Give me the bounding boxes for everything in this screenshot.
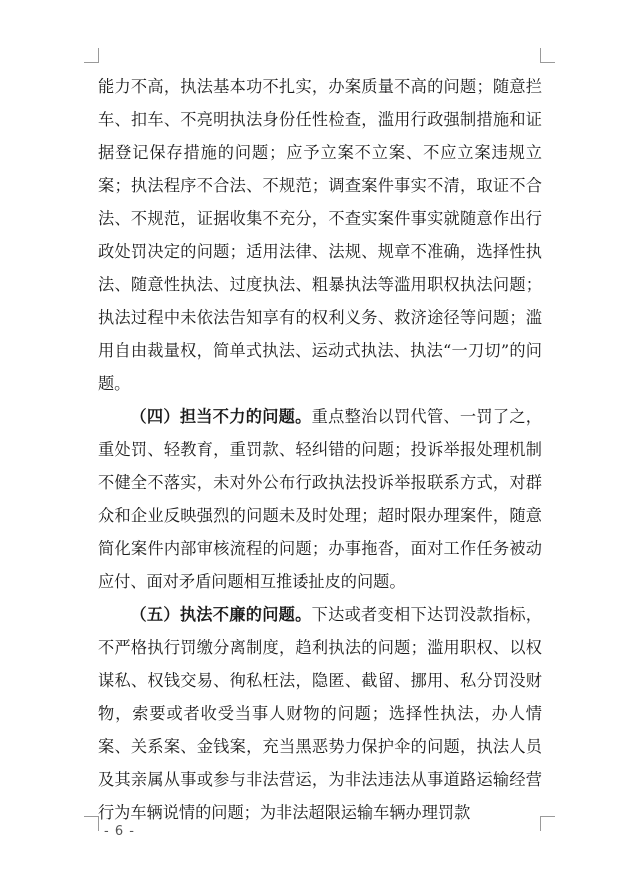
page-number: - 6 - <box>104 824 135 839</box>
crop-mark-top-right <box>540 48 555 63</box>
paragraph-section-four <box>98 400 542 598</box>
section-heading: （五）执法不廉的问题。 <box>130 605 312 624</box>
document-body <box>98 70 542 829</box>
paragraph-text: 下达或者变相下达罚没款指标，不严格执行罚缴分离制度，趋利执法的问题；滥用职权、以权谋私、权钱交易、徇私枉法，隐匿、截留、挪用、私分罚没财物，索要或者收受当事人财物的问题；选择性执法，办人情案、关系案、金钱案，充当黑恶势力保护伞的问题，执法人员及其亲属从事或参与非法营运，为非法违法从事道路运输经营行为车辆说情的问题；为非法超限运输车辆办理罚款 <box>98 605 542 822</box>
paragraph-text: 重点整治以罚代管、一罚了之，重处罚、轻教育，重罚款、轻纠错的问题；投诉举报处理机制不健全不落实，未对外公布行政执法投诉举报联系方式，对群众和企业反映强烈的问题未及时处理；超时限办理案件，随意简化案件内部审核流程的问题；办事拖沓，面对工作任务被动应付、面对矛盾问题相互推诿扯皮的问题。 <box>98 407 542 591</box>
crop-mark-bottom-right <box>540 816 555 831</box>
paragraph-continuation <box>98 70 542 400</box>
section-heading: （四）担当不力的问题。 <box>130 407 312 426</box>
paragraph-section-five <box>98 598 542 829</box>
paragraph-text: 能力不高，执法基本功不扎实，办案质量不高的问题；随意拦车、扣车、不亮明执法身份任性检查，滥用行政强制措施和证据登记保存措施的问题；应予立案不立案、不应立案违规立案；执法程序不合法、不规范；调查案件事实不清，取证不合法、不规范，证据收集不充分，不查实案件事实就随意作出行政处罚决定的问题；适用法律、法规、规章不准确，选择性执法、随意性执法、过度执法、粗暴执法等滥用职权执法问题；执法过程中未依法告知享有的权利义务、救济途径等问题；滥用自由裁量权，简单式执法、运动式执法、执法“一刀切”的问题。 <box>98 77 542 393</box>
crop-mark-bottom-left <box>84 816 99 831</box>
crop-mark-top-left <box>84 48 99 63</box>
